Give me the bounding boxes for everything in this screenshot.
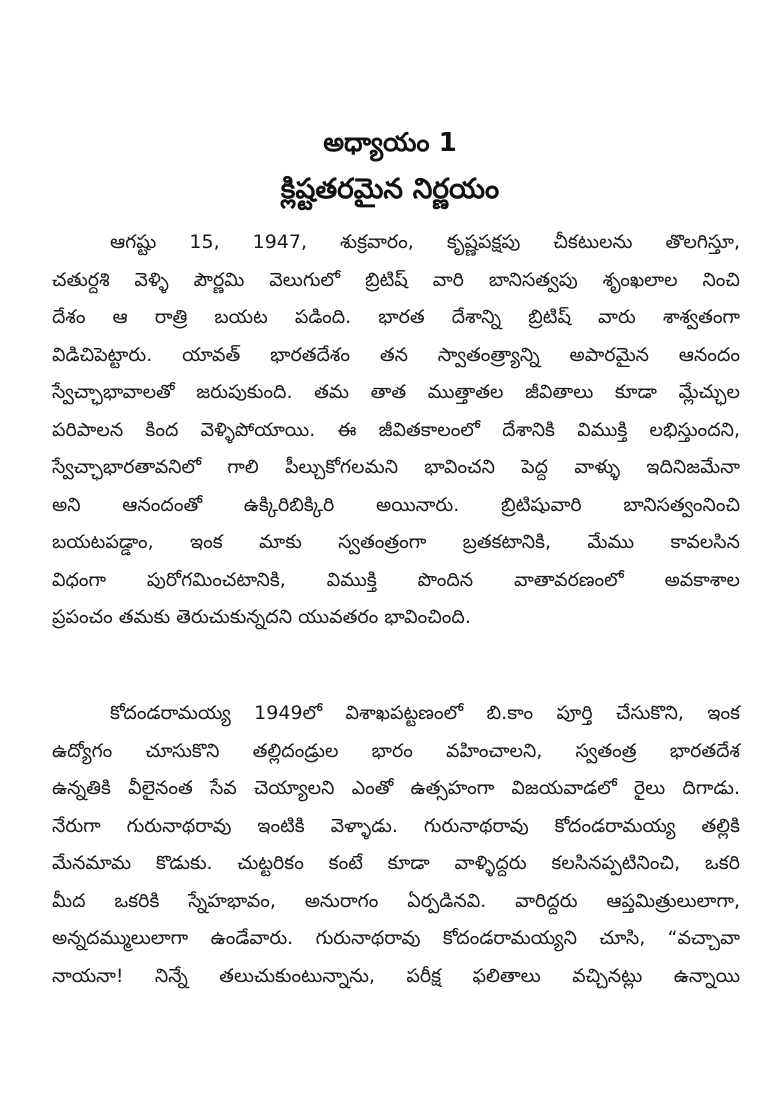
text-line: ప్రపంచం తమకు తెరుచుకున్నదని యువతరం భావించింది. xyxy=(52,606,471,628)
text-line: అన్నదమ్ములులాగా ఉండేవారు. గురునాథరావు కోదండరామయ్యని చూసి, “వచ్చావా xyxy=(52,927,740,949)
chapter-title: క్లిష్టతరమైన నిర్ణయం xyxy=(280,172,500,205)
text-line: పరిపాలన కింద వెళ్ళిపోయాయి. ఈ జీవితకాలంలో దేశానికి విముక్తి లభిస్తుందని, xyxy=(52,418,740,441)
paragraph-2 xyxy=(52,695,740,995)
text-line: కోదండరామయ్య 1949లో విశాఖపట్టణంలో బి.కాం పూర్తి చేసుకొని, ఇంక xyxy=(110,702,740,724)
text-line: ఆగష్టు 15, 1947, శుక్రవారం, కృష్ణపక్షపు చీకటులను తొలగిస్తూ, xyxy=(110,231,740,253)
text-line: స్వేచ్ఛాభావాలతో జరుపుకుంది. తమ తాత ముత్తాతల జీవితాలు కూడా మ్లేచ్ఛుల xyxy=(52,381,740,403)
text-line: మీద ఒకరికి స్నేహభావం, అనురాగం ఏర్పడినవి. వారిద్దరు ఆప్తమిత్రులులాగా, xyxy=(52,889,740,912)
text-line: అని ఆనందంతో ఉక్కిరిబిక్కిరి అయినారు. బ్రిటిషువారి బానిసత్వంనించి xyxy=(52,493,740,516)
text-line: స్వేచ్ఛాభారతావనిలో గాలి పీల్చుకోగలమని భావించని పెద్ద వాళ్ళు ఇదినిజమేనా xyxy=(52,456,740,478)
chapter-number: అధ్యాయం 1 xyxy=(323,128,457,158)
paragraph-1 xyxy=(52,224,740,637)
text-line: చతుర్దశి వెళ్ళి పౌర్ణమి వెలుగులో బ్రిటిష్ వారి బానిసత్వపు శృంఖలాల నించి xyxy=(52,268,740,291)
text-line: దేశం ఆ రాత్రి బయట పడింది. భారత దేశాన్ని బ్రిటిష్ వారు శాశ్వతంగా xyxy=(52,306,740,328)
text-line: విడిచిపెట్టారు. యావత్ భారతదేశం తన స్వాతంత్ర్యాన్ని అపారమైన ఆనందం xyxy=(52,343,740,366)
text-line: ఉద్యోగం చూసుకొని తల్లిదండ్రుల భారం వహించాలని, స్వతంత్ర భారతదేశ xyxy=(52,739,740,762)
text-line: మేనమామ కొడుకు. చుట్టరికం కంటే కూడా వాళ్ళిద్దరు కలసినప్పటినించి, ఒకరి xyxy=(52,852,740,874)
text-line: విధంగా పురోగమించటానికి, విముక్తి పొందిన వాతావరణంలో అవకాశాల xyxy=(52,568,740,591)
text-line: నేరుగా గురునాథరావు ఇంటికి వెళ్ళాడు. గురునాథరావు కోదండరామయ్య తల్లికి xyxy=(52,814,740,837)
text-line: బయటపడ్డాం, ఇంక మాకు స్వతంత్రంగా బ్రతకటానికి, మేము కావలసిన xyxy=(52,531,740,553)
text-line: నాయనా! నిన్నే తలుచుకుంటున్నాను, పరీక్ష ఫలితాలు వచ్చినట్లు ఉన్నాయి xyxy=(52,964,740,987)
text-line: ఉన్నతికి వీలైనంత సేవ చెయ్యాలని ఎంతో ఉత్సహంగా విజయవాడలో రైలు దిగాడు. xyxy=(52,777,740,799)
